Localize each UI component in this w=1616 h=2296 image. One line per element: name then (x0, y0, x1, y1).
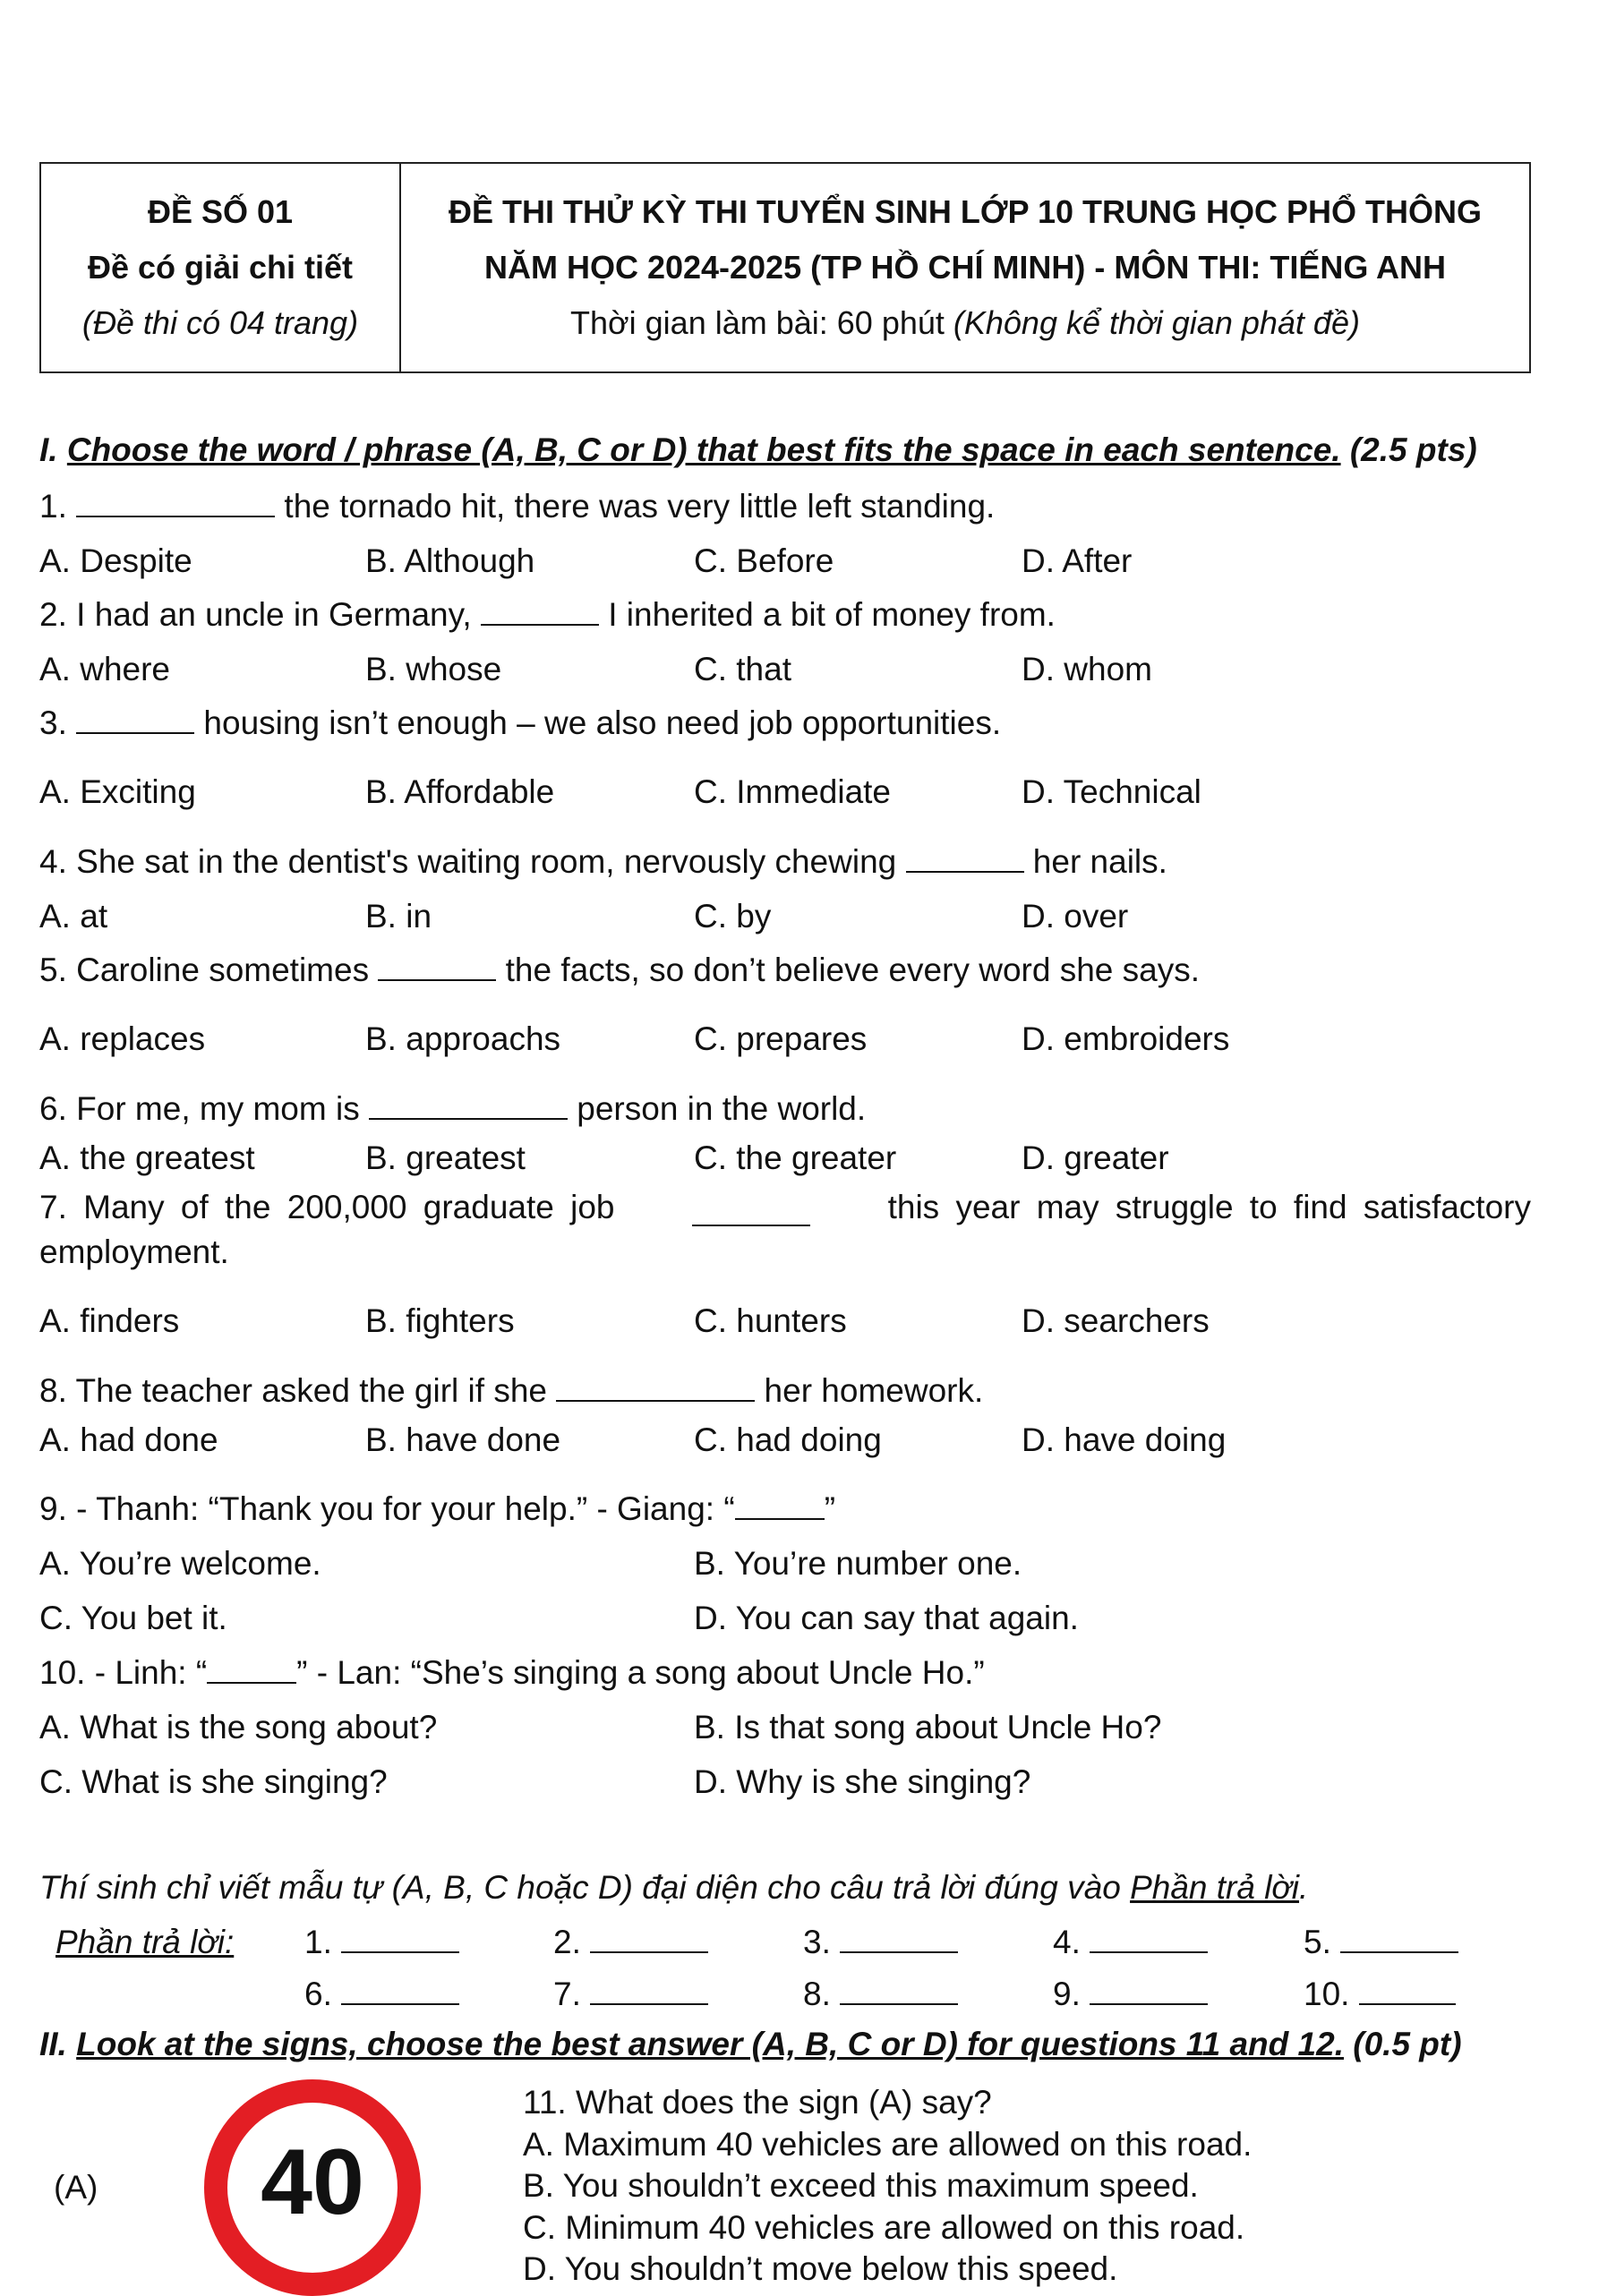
section1-numeral: I. (39, 431, 58, 468)
answer-slot-1[interactable]: 1. (304, 1924, 459, 1961)
q11-option-d: D. You shouldn’t move below this speed. (523, 2250, 1118, 2287)
answer-slot-10[interactable]: 10. (1304, 1976, 1456, 2013)
q7-option-b: B. fighters (365, 1302, 515, 1339)
question-6 (39, 1090, 866, 1128)
q3-before: 3. (39, 704, 67, 741)
q5-option-d: D. embroiders (1022, 1020, 1230, 1057)
q6-option-c: C. the greater (694, 1139, 897, 1176)
q9-option-b: B. You’re number one. (694, 1545, 1022, 1582)
time-note: (Không kể thời gian phát đề) (953, 304, 1360, 341)
q6-option-d: D. greater (1022, 1139, 1169, 1176)
q2-blank (481, 597, 599, 626)
answer-note-link: Phần trả lời (1130, 1869, 1300, 1906)
q1-option-d: D. After (1022, 542, 1133, 579)
section2-numeral: II. (39, 2026, 67, 2062)
q1-before: 1. (39, 488, 67, 525)
answer-slot-5[interactable]: 5. (1304, 1924, 1458, 1961)
q8-option-d: D. have doing (1022, 1421, 1227, 1458)
q11-option-b: B. You shouldn’t exceed this maximum speed. (523, 2167, 1199, 2204)
q4-option-a: A. at (39, 898, 108, 935)
time-prefix: Thời gian làm bài: 60 phút (570, 304, 953, 341)
q10-option-c: C. What is she singing? (39, 1763, 388, 1800)
exam-title-line1: ĐỀ THI THỬ KỲ THI TUYỂN SINH LỚP 10 TRUNG HỌC PHỔ THÔNG (449, 193, 1482, 230)
q7-option-a: A. finders (39, 1302, 180, 1339)
q7-after: this year may struggle to find satisfactory (887, 1189, 1531, 1225)
question-7 (39, 1189, 1531, 1226)
q9-before: 9. - Thanh: “Thank you for your help.” - Giang: “ (39, 1490, 735, 1527)
q2-before: 2. I had an uncle in Germany, (39, 596, 472, 633)
q2-option-b: B. whose (365, 651, 502, 687)
exam-page-count: (Đề thi có 04 trang) (81, 304, 359, 341)
q2-option-d: D. whom (1022, 651, 1152, 687)
answer-slot-9[interactable]: 9. (1053, 1976, 1208, 2013)
answer-row-2 (0, 1976, 1616, 2020)
answer-sheet-label: Phần trả lời: (56, 1924, 235, 1960)
q7-option-c: C. hunters (694, 1302, 847, 1339)
q6-option-b: B. greatest (365, 1139, 526, 1176)
question-1 (39, 488, 995, 525)
q11-option-c: C. Minimum 40 vehicles are allowed on this road. (523, 2209, 1245, 2246)
q10-option-b: B. Is that song about Uncle Ho? (694, 1709, 1162, 1745)
q1-option-c: C. Before (694, 542, 834, 579)
question-10 (39, 1654, 985, 1692)
question-3 (39, 704, 1001, 742)
q9-option-c: C. You bet it. (39, 1600, 227, 1636)
speed-limit-sign (204, 2079, 421, 2296)
q10-blank (207, 1655, 296, 1684)
question-4 (39, 843, 1167, 881)
q1-option-a: A. Despite (39, 542, 192, 579)
q8-option-c: C. had doing (694, 1421, 882, 1458)
answer-instruction (39, 1869, 1308, 1907)
q9-after: ” (824, 1490, 836, 1527)
q5-before: 5. Caroline sometimes (39, 952, 370, 988)
q5-option-b: B. approachs (365, 1020, 561, 1057)
exam-header-table (39, 162, 1531, 373)
section2-points: (0.5 pt) (1353, 2026, 1462, 2062)
q6-blank (369, 1091, 568, 1120)
q3-blank (76, 705, 194, 734)
exam-number: ĐỀ SỐ 01 (147, 193, 294, 230)
q3-after: housing isn’t enough – we also need job opportunities. (203, 704, 1002, 741)
q7-continuation: employment. (39, 1233, 229, 1270)
exam-title-line2: NĂM HỌC 2024-2025 (TP HỒ CHÍ MINH) - MÔN THI: TIẾNG ANH (483, 249, 1447, 286)
q4-before: 4. She sat in the dentist's waiting room, nervously chewing (39, 843, 897, 880)
section1-instruction: Choose the word / phrase (A, B, C or D) that best fits the space in each sentence. (66, 431, 1341, 468)
q4-option-b: B. in (365, 898, 432, 935)
answer-slot-4[interactable]: 4. (1053, 1924, 1208, 1961)
q7-option-d: D. searchers (1022, 1302, 1210, 1339)
answer-slot-7[interactable]: 7. (553, 1976, 708, 2013)
q6-after: person in the world. (577, 1090, 867, 1127)
q9-option-d: D. You can say that again. (694, 1600, 1079, 1636)
q5-blank (378, 952, 496, 981)
q8-option-a: A. had done (39, 1421, 218, 1458)
q8-before: 8. The teacher asked the girl if she (39, 1372, 547, 1409)
q9-blank (735, 1491, 825, 1520)
section2-heading (39, 2026, 1462, 2063)
answer-slot-8[interactable]: 8. (803, 1976, 958, 2013)
q5-option-a: A. replaces (39, 1020, 206, 1057)
question-2 (39, 596, 1056, 634)
q4-option-c: C. by (694, 898, 772, 935)
q4-blank (906, 844, 1024, 873)
answer-row-1 (0, 1924, 1616, 1968)
header-right-cell (401, 164, 1529, 371)
answer-slot-6[interactable]: 6. (304, 1976, 459, 2013)
q3-option-b: B. Affordable (365, 773, 555, 810)
q9-option-a: A. You’re welcome. (39, 1545, 321, 1582)
q10-option-a: A. What is the song about? (39, 1709, 438, 1745)
q1-blank (76, 489, 275, 517)
sign-speed-value: 40 (261, 2130, 364, 2234)
q8-option-b: B. have done (365, 1421, 561, 1458)
q5-after: the facts, so don’t believe every word she says. (505, 952, 1200, 988)
q6-option-a: A. the greatest (39, 1139, 255, 1176)
section1-heading (39, 431, 1477, 469)
question-8 (39, 1372, 983, 1410)
exam-detail-note: Đề có giải chi tiết (87, 249, 354, 286)
question-9 (39, 1490, 835, 1528)
q7-before: 7. Many of the 200,000 graduate job (39, 1189, 615, 1225)
q4-option-d: D. over (1022, 898, 1129, 935)
answer-slot-2[interactable]: 2. (553, 1924, 708, 1961)
question-5 (39, 952, 1200, 989)
q2-option-c: C. that (694, 651, 791, 687)
answer-note-suffix: . (1299, 1869, 1309, 1906)
answer-note-prefix: Thí sinh chỉ viết mẫu tự (A, B, C hoặc D) đại diện cho câu trả lời đúng vào (39, 1869, 1131, 1906)
q1-option-b: B. Although (365, 542, 535, 579)
q3-option-a: A. Exciting (39, 773, 196, 810)
q4-after: her nails. (1032, 843, 1167, 880)
q3-option-d: D. Technical (1022, 773, 1201, 810)
q10-option-d: D. Why is she singing? (694, 1763, 1031, 1800)
q1-after: the tornado hit, there was very little left standing. (284, 488, 996, 525)
section1-points: (2.5 pts) (1349, 431, 1477, 468)
q6-before: 6. For me, my mom is (39, 1090, 360, 1127)
q5-option-c: C. prepares (694, 1020, 868, 1057)
q2-after: I inherited a bit of money from. (608, 596, 1056, 633)
sign-a-label: (A) (54, 2169, 98, 2206)
q11-option-a: A. Maximum 40 vehicles are allowed on this road. (523, 2126, 1253, 2163)
q3-option-c: C. Immediate (694, 773, 892, 810)
q8-blank (556, 1373, 755, 1402)
q11-question: 11. What does the sign (A) say? (523, 2084, 992, 2121)
q2-option-a: A. where (39, 651, 171, 687)
q7-blank (692, 1198, 810, 1226)
q10-before: 10. - Linh: “ (39, 1654, 208, 1691)
header-left-cell (41, 164, 401, 371)
exam-time (570, 295, 1360, 351)
q8-after: her homework. (764, 1372, 984, 1409)
q10-after: ” - Lan: “She’s singing a song about Uncle Ho.” (296, 1654, 985, 1691)
section2-instruction: Look at the signs, choose the best answer (A, B, C or D) for questions 11 and 12. (76, 2026, 1344, 2062)
answer-slot-3[interactable]: 3. (803, 1924, 958, 1961)
